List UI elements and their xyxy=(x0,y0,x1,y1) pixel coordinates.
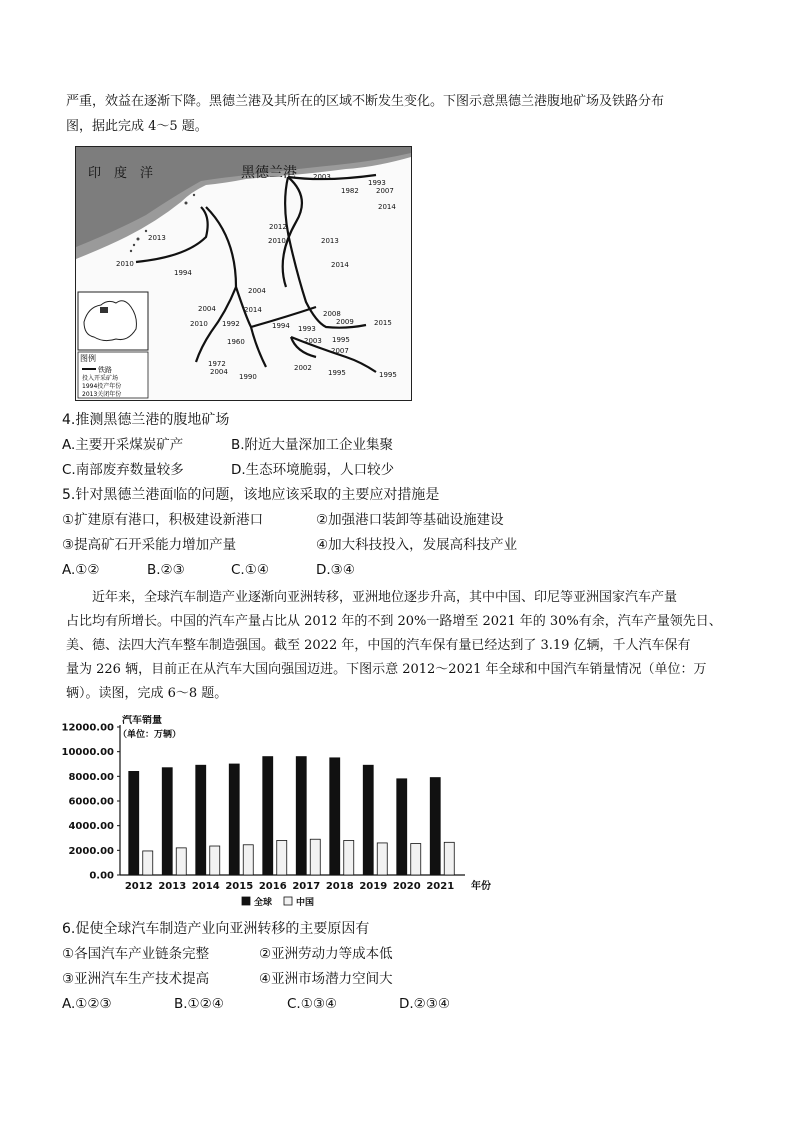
chart-title: 汽车销量 xyxy=(122,715,162,726)
year-label: 2004 xyxy=(198,305,216,313)
year-label: 2008 xyxy=(323,310,341,318)
x-tick-label: 2015 xyxy=(225,881,254,892)
q5-option-b[interactable]: B.②③ xyxy=(147,562,185,578)
q6-option-d[interactable]: D.②③④ xyxy=(399,996,450,1012)
y-tick-label: 2000.00 xyxy=(68,845,114,857)
legend-title: 图例 xyxy=(80,354,96,363)
bar-china xyxy=(310,839,320,875)
legend-item-railway: 铁路 xyxy=(98,366,112,374)
year-label: 1995 xyxy=(332,336,350,344)
q5-item-2: ②加强港口装卸等基础设施建设 xyxy=(316,512,504,528)
bar-china xyxy=(176,848,186,875)
q4-option-a[interactable]: A.主要开采煤炭矿产 xyxy=(62,437,184,453)
year-label: 2013 xyxy=(148,234,166,242)
x-tick-label: 2014 xyxy=(191,881,220,892)
legend-item-mine: 投入开采矿场 xyxy=(82,375,119,382)
year-label: 2010 xyxy=(268,237,286,245)
bar-china xyxy=(143,851,153,875)
intro-line-2: 图，据此完成 4～5 题。 xyxy=(66,119,208,134)
q6-item-4: ④亚洲市场潜力空间大 xyxy=(259,971,393,987)
bar-global xyxy=(129,771,139,875)
port-label: 黑德兰港 xyxy=(241,165,297,181)
year-label: 2013 xyxy=(321,237,339,245)
bar-global xyxy=(330,758,340,875)
bar-global xyxy=(263,757,273,875)
bar-global xyxy=(229,764,239,875)
year-label: 2009 xyxy=(336,318,354,326)
year-label: 1982 xyxy=(341,187,359,195)
bar-global xyxy=(397,779,407,875)
map-svg xyxy=(76,147,411,400)
chart-bars xyxy=(129,757,455,875)
year-label: 1995 xyxy=(328,369,346,377)
x-tick-label: 2016 xyxy=(258,881,287,892)
year-label: 2004 xyxy=(248,287,266,295)
q6-item-2: ②亚洲劳动力等成本低 xyxy=(259,946,393,962)
q6-item-3: ③亚洲汽车生产技术提高 xyxy=(62,971,210,987)
bar-global xyxy=(196,765,206,875)
q4-option-c[interactable]: C.南部废弃数量较多 xyxy=(62,462,184,478)
year-label: 2015 xyxy=(374,319,392,327)
car-sales-chart xyxy=(60,715,500,920)
q6-stem: 6.促使全球汽车制造产业向亚洲转移的主要原因有 xyxy=(62,921,370,937)
year-label: 2012 xyxy=(269,223,287,231)
year-label: 1993 xyxy=(298,325,316,333)
year-label: 2010 xyxy=(190,320,208,328)
year-label: 2014 xyxy=(244,306,262,314)
y-tick-label: 0.00 xyxy=(89,870,114,882)
q4-stem: 4.推测黑德兰港的腹地矿场 xyxy=(62,412,230,428)
railway-mine-map xyxy=(75,146,412,401)
bar-global xyxy=(162,768,172,875)
q4-option-b[interactable]: B.附近大量深加工企业集聚 xyxy=(231,437,394,453)
bar-china xyxy=(344,840,354,875)
year-label: 2007 xyxy=(331,347,349,355)
intro2-line-2: 占比均有所增长。中国的汽车产量占比从 2012 年的不到 20%一路增至 2021 年的 30%有余，汽车产量领先日、 xyxy=(66,614,722,629)
year-label: 2003 xyxy=(313,173,331,181)
q5-item-3: ③提高矿石开采能力增加产量 xyxy=(62,537,237,553)
x-tick-label: 2020 xyxy=(392,881,421,892)
legend-label-china: 中国 xyxy=(296,898,315,908)
year-label: 1994 xyxy=(174,269,192,277)
bar-global xyxy=(363,765,373,875)
chart-labels xyxy=(61,715,491,908)
q5-option-a[interactable]: A.①② xyxy=(62,562,100,578)
legend-item-close-year: 2013关闭年份 xyxy=(82,391,122,398)
intro2-line-4: 量为 226 辆，目前正在从汽车大国向强国迈进。下图示意 2012～2021 年全球和中国汽车销量情况（单位：万 xyxy=(66,662,707,677)
bar-china xyxy=(277,840,287,875)
year-label: 1994 xyxy=(272,322,290,330)
bar-global xyxy=(296,757,306,875)
year-label: 2014 xyxy=(331,261,349,269)
legend-swatch-china xyxy=(284,897,292,905)
bar-china xyxy=(243,845,253,875)
q6-option-b[interactable]: B.①②④ xyxy=(174,996,224,1012)
year-label: 2003 xyxy=(304,337,322,345)
x-tick-label: 2019 xyxy=(359,881,388,892)
chart-subtitle: （单位：万辆） xyxy=(118,730,182,740)
legend-item-open-year: 1994投产年份 xyxy=(82,383,122,390)
y-tick-label: 6000.00 xyxy=(68,796,114,808)
x-tick-label: 2021 xyxy=(426,881,455,892)
x-tick-label: 2017 xyxy=(292,881,321,892)
year-label: 2002 xyxy=(294,364,312,372)
legend-label-global: 全球 xyxy=(254,898,273,908)
intro2-line-5: 辆）。读图，完成 6～8 题。 xyxy=(66,686,228,701)
q5-option-d[interactable]: D.③④ xyxy=(316,562,355,578)
q6-option-a[interactable]: A.①②③ xyxy=(62,996,112,1012)
x-tick-label: 2013 xyxy=(158,881,187,892)
bar-china xyxy=(411,844,421,875)
y-tick-label: 10000.00 xyxy=(61,747,114,759)
y-tick-label: 8000.00 xyxy=(68,771,114,783)
q5-item-4: ④加大科技投入，发展高科技产业 xyxy=(316,537,518,553)
bar-global xyxy=(430,778,440,875)
ocean-label: 印 度 洋 xyxy=(88,166,154,181)
year-label: 1995 xyxy=(379,371,397,379)
q6-option-c[interactable]: C.①③④ xyxy=(287,996,338,1012)
year-label: 2014 xyxy=(378,203,396,211)
x-tick-label: 2018 xyxy=(325,881,354,892)
q5-option-c[interactable]: C.①④ xyxy=(231,562,269,578)
q6-item-1: ①各国汽车产业链条完整 xyxy=(62,946,210,962)
year-label: 1990 xyxy=(239,373,257,381)
year-label: 1972 xyxy=(208,360,226,368)
year-label: 2004 xyxy=(210,368,228,376)
bar-china xyxy=(210,846,220,875)
q5-item-1: ①扩建原有港口，积极建设新港口 xyxy=(62,512,264,528)
q5-stem: 5.针对黑德兰港面临的问题，该地应该采取的主要应对措施是 xyxy=(62,487,440,503)
intro-line-1: 严重，效益在逐渐下降。黑德兰港及其所在的区域不断发生变化。下图示意黑德兰港腹地矿场及铁路分布 xyxy=(66,94,665,109)
year-label: 2007 xyxy=(376,187,394,195)
bar-china xyxy=(377,843,387,875)
year-label: 1960 xyxy=(227,338,245,346)
intro2-line-1: 近年来，全球汽车制造产业逐渐向亚洲转移，亚洲地位逐步升高，其中中国、印尼等亚洲国家汽车产量 xyxy=(92,590,678,605)
x-tick-label: 2012 xyxy=(124,881,153,892)
y-tick-label: 4000.00 xyxy=(68,821,114,833)
inset-highlight xyxy=(100,307,108,313)
year-label: 2010 xyxy=(116,260,134,268)
bar-china xyxy=(444,842,454,875)
legend-swatch-global xyxy=(242,897,250,905)
year-label: 1992 xyxy=(222,320,240,328)
intro2-line-3: 美、德、法四大汽车整车制造强国。截至 2022 年，中国的汽车保有量已经达到了 3.19 亿辆，千人汽车保有 xyxy=(66,638,691,653)
y-tick-label: 12000.00 xyxy=(61,722,114,734)
x-axis-label: 年份 xyxy=(471,881,491,892)
q4-option-d[interactable]: D.生态环境脆弱，人口较少 xyxy=(231,462,395,478)
year-label: 1993 xyxy=(368,179,386,187)
